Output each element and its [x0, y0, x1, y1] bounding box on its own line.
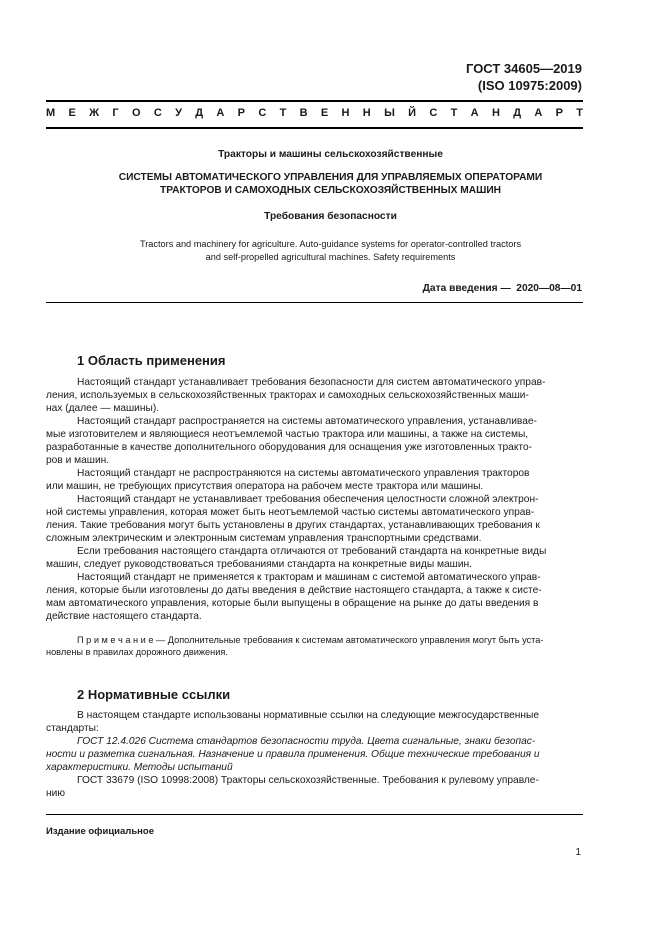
s1-line: действие настоящего стандарта.: [46, 611, 202, 622]
subtitle: Требования безопасности: [264, 211, 397, 222]
title-line-1: СИСТЕМЫ АВТОМАТИЧЕСКОГО УПРАВЛЕНИЯ ДЛЯ УПРАВЛЯЕМЫХ ОПЕРАТОРАМИ: [118, 172, 543, 183]
s1-line: ной системы управления, которая может быть неотъемлемой частью системы автоматического управ-: [46, 507, 535, 518]
s1-line: сложным электрическим и электронным системам управления транспортными средствами.: [46, 533, 482, 544]
s1-line: ления. Такие требования могут быть установлены в других стандартах, устанавливающих требования к: [46, 520, 540, 531]
header-rule-top: [46, 100, 583, 102]
s2-line: стандарты:: [46, 723, 99, 734]
s1-line: Настоящий стандарт устанавливает требования безопасности для систем автоматического управ-: [77, 377, 546, 388]
s1-line: нах (далее — машины).: [46, 403, 160, 414]
s1-line: разработанные в качестве дополнительного оборудования для оснащения уже изготовленных тракто-: [46, 442, 533, 453]
note-line-2: новлены в правилах дорожного движения.: [46, 647, 228, 657]
reference-line: характеристики. Методы испытаний: [46, 762, 233, 773]
reference-line: ности и разметка сигнальная. Назначение и правила применения. Общие технические требования и: [46, 749, 540, 760]
reference-line: ГОСТ 33679 (ISO 10998:2008) Тракторы сельскохозяйственные. Требования к рулевому управле-: [77, 775, 539, 786]
page-number: 1: [575, 847, 581, 858]
s1-line: ления, которые были изготовлены до даты введения в действие настоящего стандарта, а также к систе-: [46, 585, 542, 596]
note-text: — Дополнительные требования к системам автоматического управления могут быть уста-: [153, 635, 544, 645]
s1-line: Настоящий стандарт не распространяются на системы автоматического управления тракторов: [77, 468, 530, 479]
standard-type: М Е Ж Г О С У Д А Р С Т В Е Н Н Ы Й С Т А Н Д А Р Т: [46, 107, 583, 119]
english-title-line-1: Tractors and machinery for agriculture. Auto-guidance systems for operator-controlled tractors: [139, 239, 522, 249]
s1-line: Настоящий стандарт не применяется к тракторам и машинам с системой автоматического управ-: [77, 572, 541, 583]
footer-rule: [46, 814, 583, 815]
s1-line: или машин, не требующих присутствия оператора на рабочем месте трактора или машины.: [46, 481, 484, 492]
intro-date: Дата введения — 2020—08—01: [422, 283, 582, 294]
reference-line: нию: [46, 788, 65, 799]
s1-line: Настоящий стандарт распространяется на системы автоматического управления, устанавливае-: [77, 416, 537, 427]
header-rule-bottom: [46, 127, 583, 129]
edition-label: Издание официальное: [46, 826, 154, 837]
reference-line: ГОСТ 12.4.026 Система стандартов безопасности труда. Цвета сигнальные, знаки безопас-: [77, 736, 536, 747]
section-1-heading: 1 Область применения: [77, 353, 226, 368]
note-line-1: [77, 634, 543, 646]
iso-number: (ISO 10975:2009): [477, 78, 582, 93]
s1-line: машин, следует руководствоваться требованиями стандарта на конкретные виды машин.: [46, 559, 472, 570]
note-label: П р и м е ч а н и е: [77, 635, 154, 645]
s2-line: В настоящем стандарте использованы нормативные ссылки на следующие межгосударственные: [77, 710, 540, 721]
subject-line: Тракторы и машины сельскохозяйственные: [218, 149, 443, 160]
english-title-line-2: and self-propelled agricultural machines. Safety requirements: [205, 252, 456, 262]
s1-line: Настоящий стандарт не устанавливает требования обеспечения целостности сложной электрон-: [77, 494, 539, 505]
title-line-2: ТРАКТОРОВ И САМОХОДНЫХ СЕЛЬСКОХОЗЯЙСТВЕННЫХ МАШИН: [159, 185, 502, 196]
s1-line: мые изготовителем и являющиеся неотъемлемой частью трактора или машины, а также на системы,: [46, 429, 529, 440]
s1-line: ления, используемых в сельскохозяйственных тракторах и самоходных сельскохозяйственных маши-: [46, 390, 529, 401]
s1-line: мам автоматического управления, которые были выпущены в обращение на рынке до даты введения в: [46, 598, 539, 609]
gost-number: ГОСТ 34605—2019: [466, 61, 582, 76]
s1-line: Если требования настоящего стандарта отличаются от требований стандарта на конкретные виды: [77, 546, 547, 557]
s1-line: ров и машин.: [46, 455, 110, 466]
section-2-heading: 2 Нормативные ссылки: [77, 687, 231, 702]
title-block-divider: [46, 302, 583, 303]
